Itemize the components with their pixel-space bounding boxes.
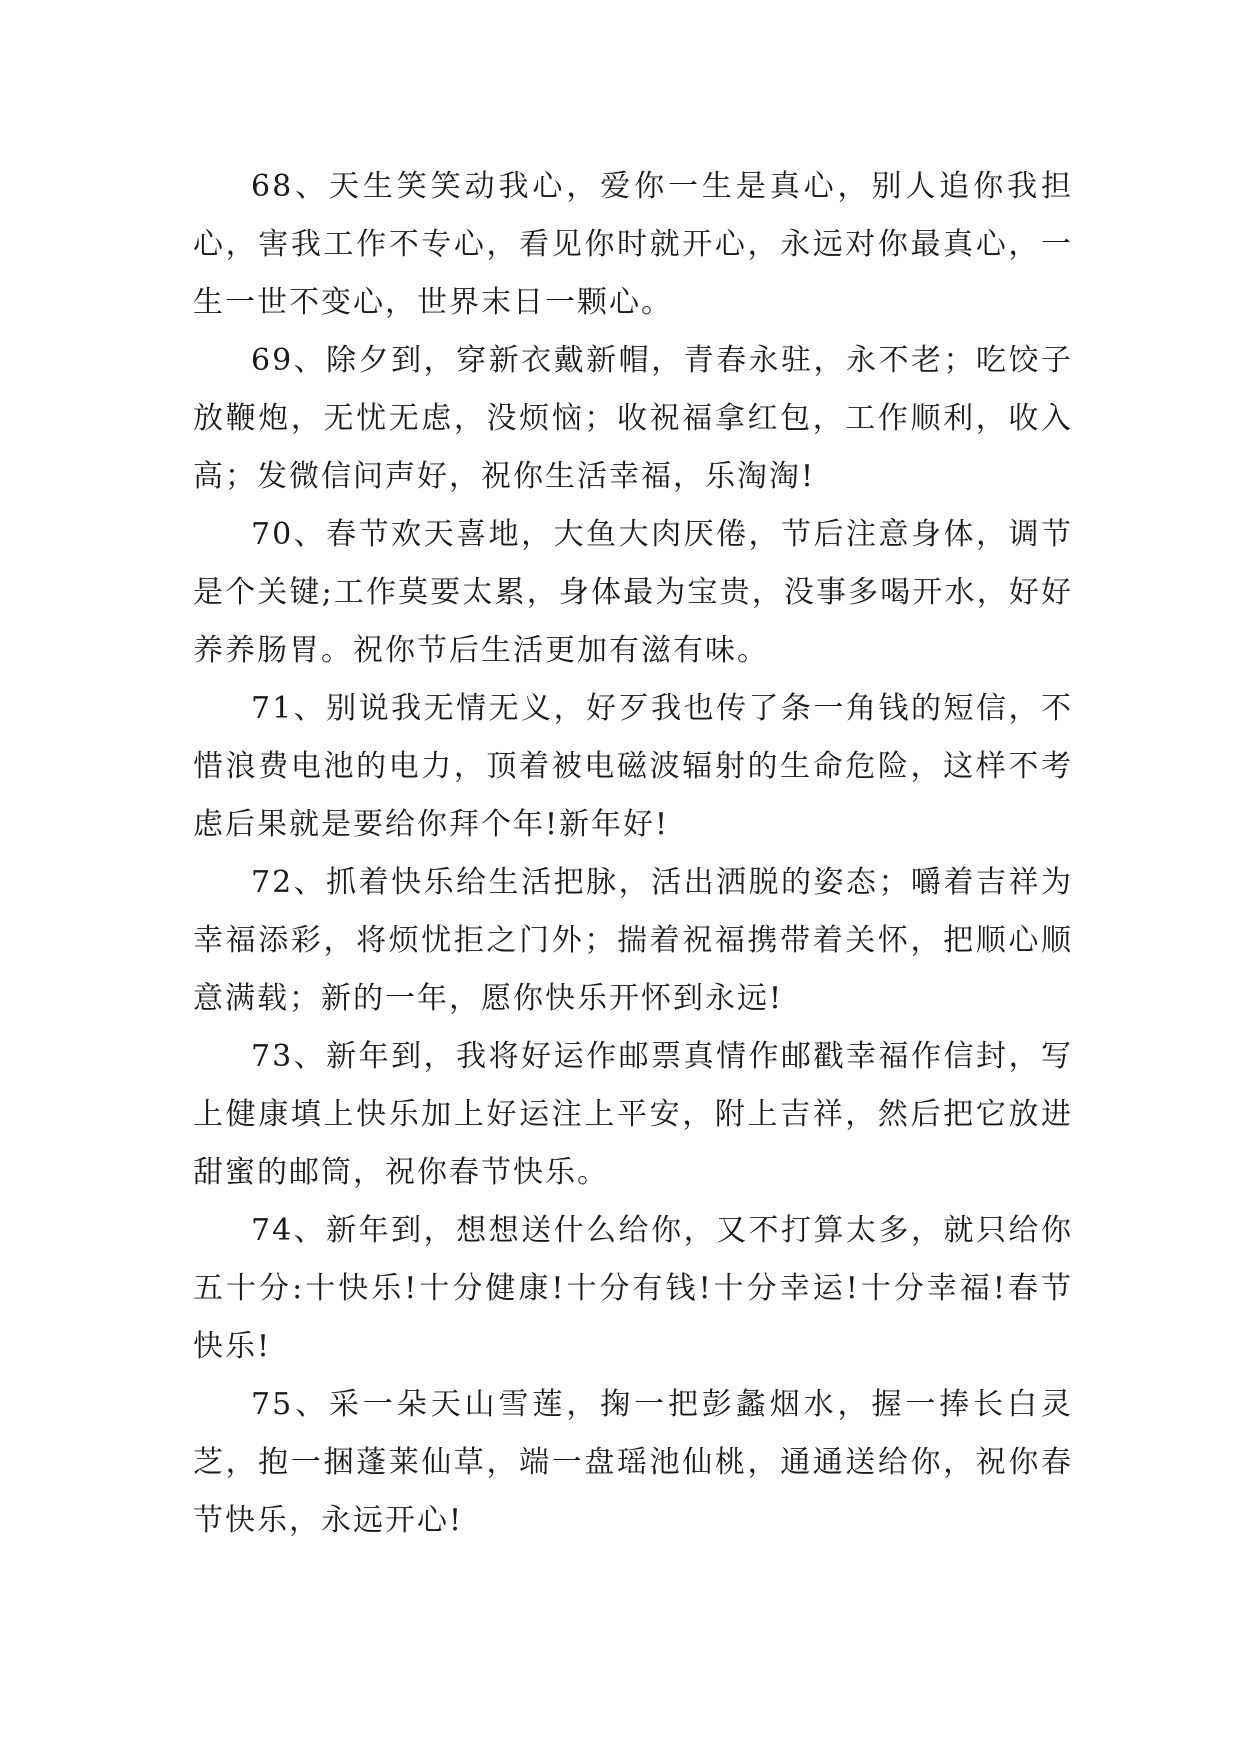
paragraph-69: 69、除夕到，穿新衣戴新帽，青春永驻，永不老；吃饺子放鞭炮，无忧无虑，没烦恼；收祝福拿红包，工作顺利，收入高；发微信问声好，祝你生活幸福，乐淘淘! [193,343,1073,494]
paragraph-75: 75、采一朵天山雪莲，掬一把彭蠡烟水，握一捧长白灵芝，抱一捆蓬莱仙草，端一盘瑶池仙桃，通通送给你，祝你春节快乐，永远开心! [193,1387,1073,1538]
document-body [193,158,1073,1550]
paragraph-68: 68、天生笑笑动我心，爱你一生是真心，别人追你我担心，害我工作不专心，看见你时就开心，永远对你最真心，一生一世不变心，世界末日一颗心。 [193,169,1073,320]
paragraph-73: 73、新年到，我将好运作邮票真情作邮戳幸福作信封，写上健康填上快乐加上好运注上平安，附上吉祥，然后把它放进甜蜜的邮筒，祝你春节快乐。 [193,1039,1073,1190]
paragraph-70: 70、春节欢天喜地，大鱼大肉厌倦，节后注意身体，调节是个关键;工作莫要太累，身体最为宝贵，没事多喝开水，好好养养肠胃。祝你节后生活更加有滋有味。 [193,517,1073,668]
paragraph-74: 74、新年到，想想送什么给你，又不打算太多，就只给你五十分:十快乐!十分健康!十分有钱!十分幸运!十分幸福!春节快乐! [193,1213,1073,1364]
paragraph-71: 71、别说我无情无义，好歹我也传了条一角钱的短信，不惜浪费电池的电力，顶着被电磁波辐射的生命危险，这样不考虑后果就是要给你拜个年!新年好! [193,691,1073,842]
paragraph-72: 72、抓着快乐给生活把脉，活出洒脱的姿态；嚼着吉祥为幸福添彩，将烦忧拒之门外；揣着祝福携带着关怀，把顺心顺意满载；新的一年，愿你快乐开怀到永远! [193,865,1073,1016]
